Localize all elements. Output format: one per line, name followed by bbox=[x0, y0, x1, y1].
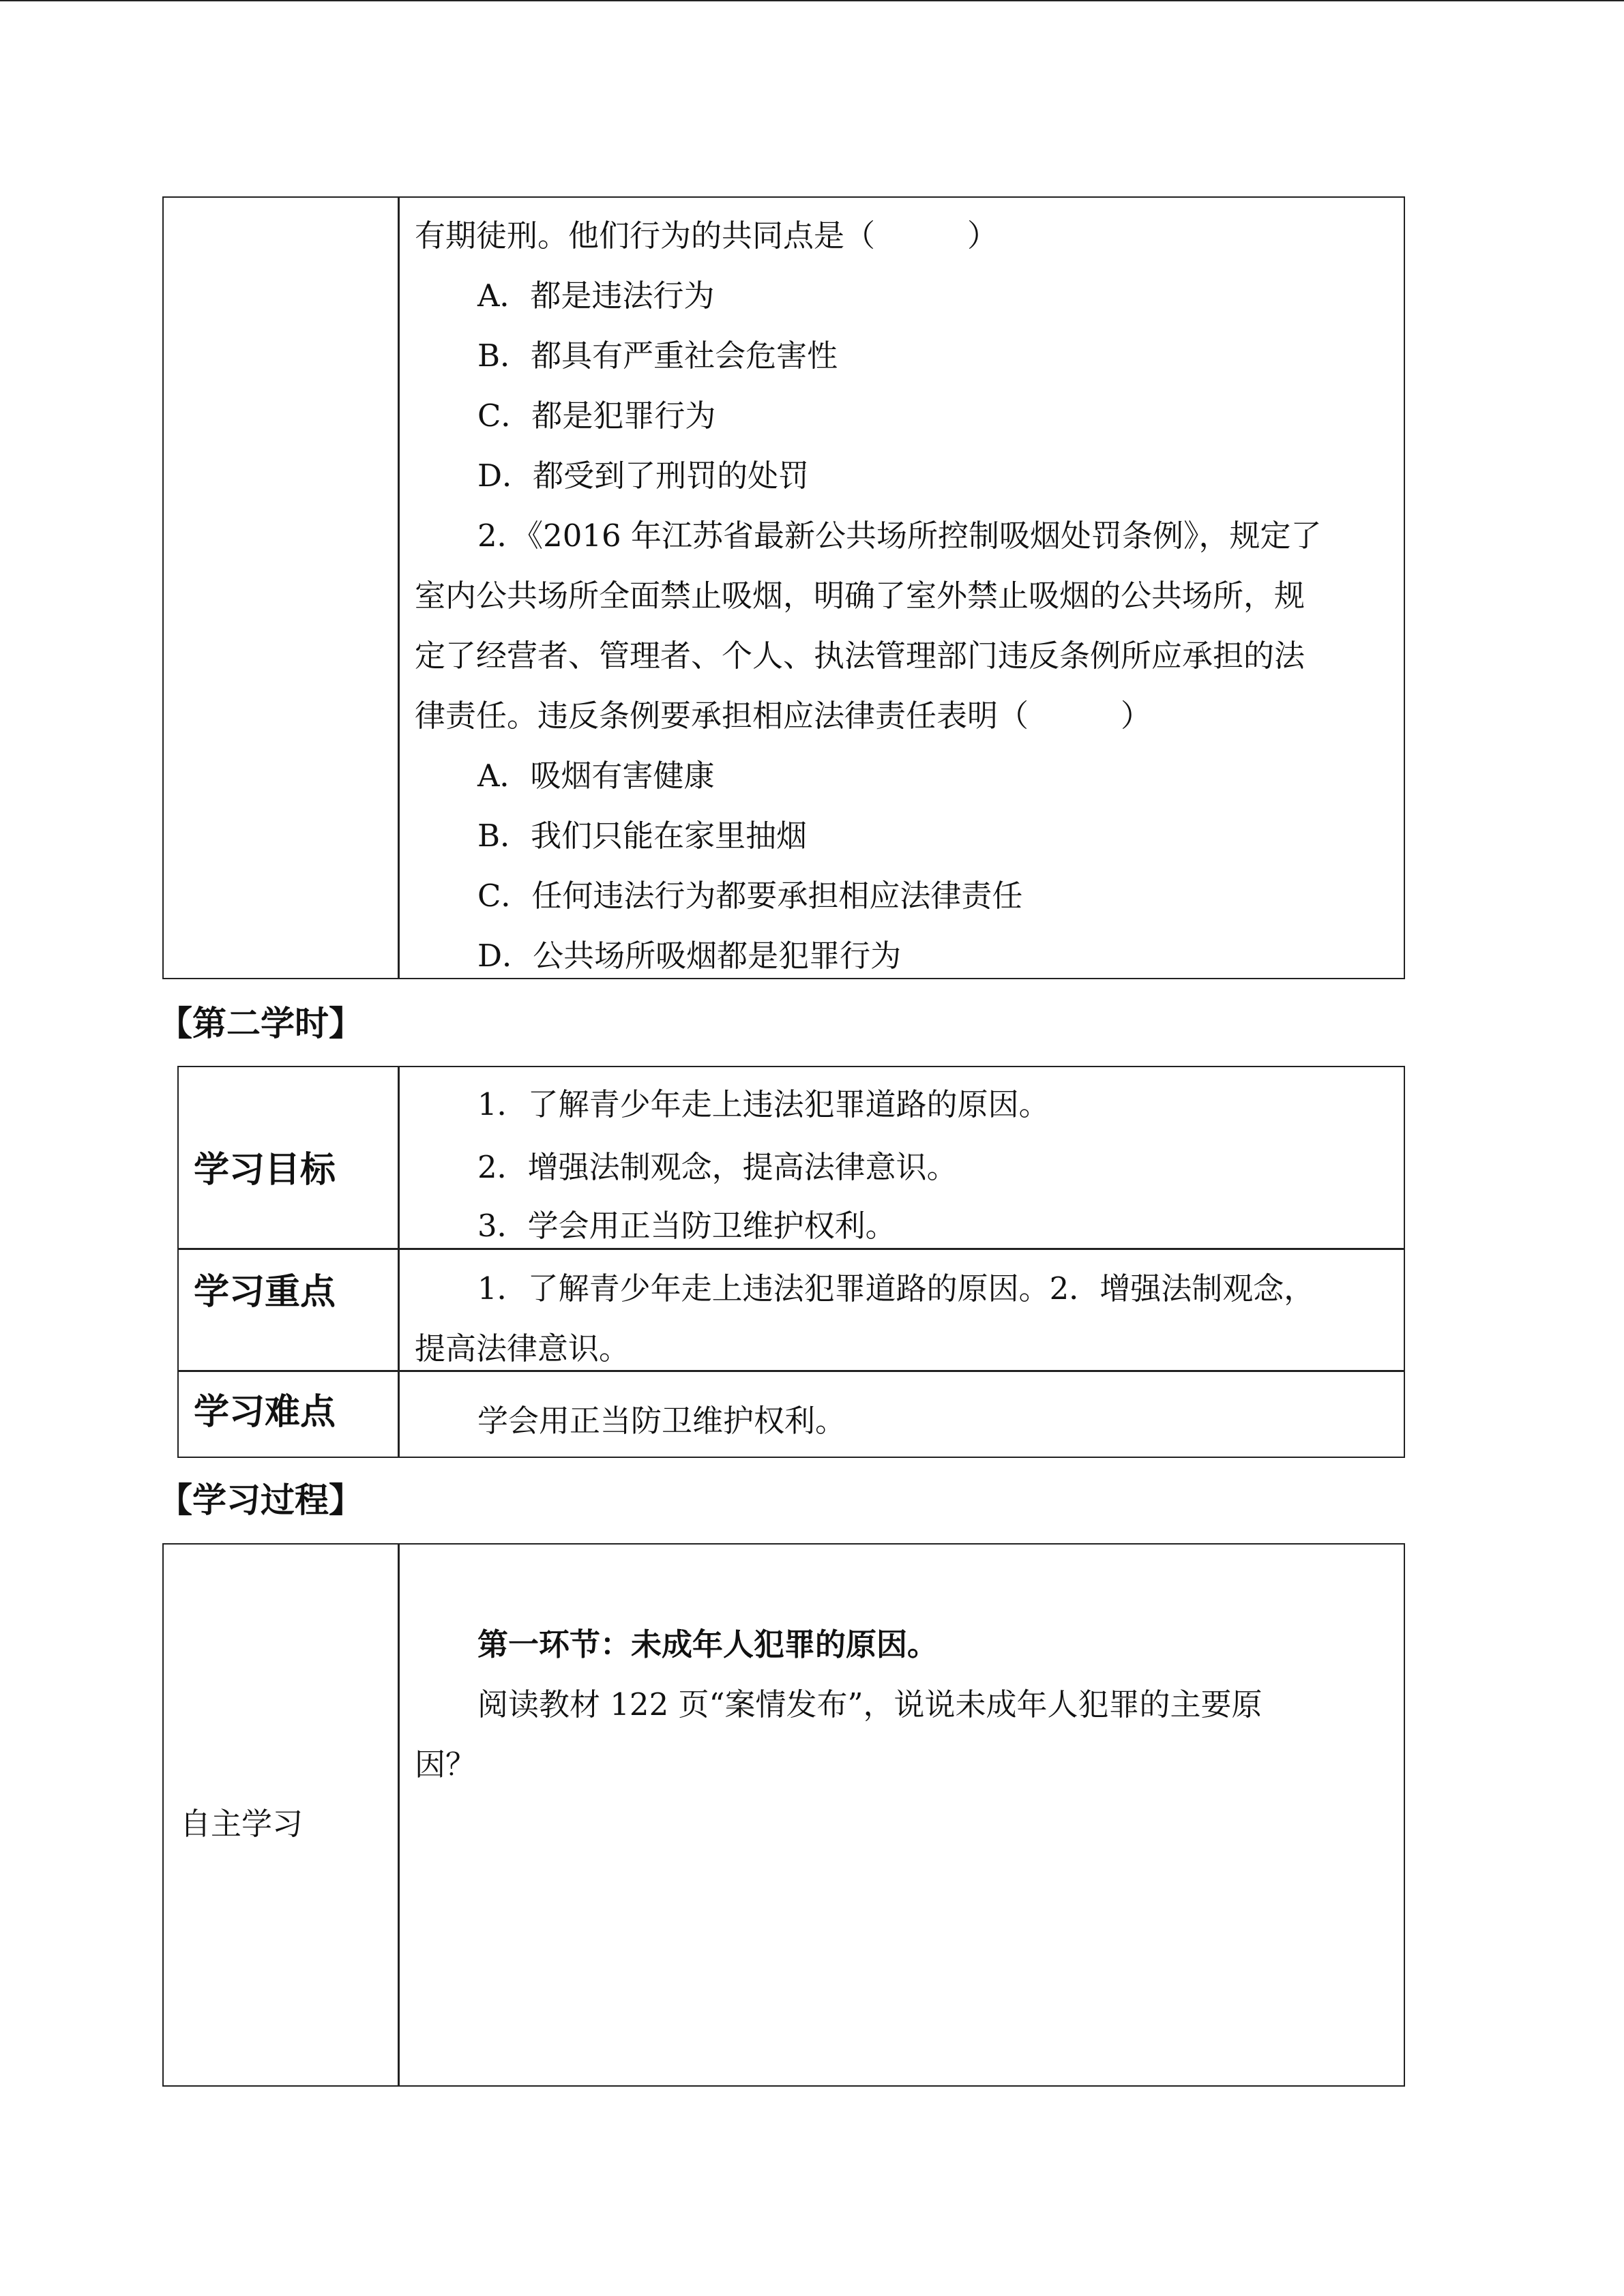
step-line-1: 阅读教材 122 页“案情发布”，说说未成年人犯罪的主要原 bbox=[477, 1686, 1263, 1723]
q1-option-d: D．都受到了刑罚的处罚 bbox=[477, 458, 810, 494]
step-line-2: 因？ bbox=[415, 1746, 477, 1783]
goal-2: 2．增强法制观念，提高法律意识。 bbox=[477, 1149, 958, 1185]
q1-option-c: C．都是犯罪行为 bbox=[477, 398, 716, 434]
goal-3: 3．学会用正当防卫维护权利。 bbox=[477, 1208, 896, 1244]
q2-option-d: D．公共场所吸烟都是犯罪行为 bbox=[477, 938, 902, 974]
q1-tail: 有期徒刑。他们行为的共同点是（ ） bbox=[415, 218, 999, 254]
q2-line-3: 定了经营者、管理者、个人、执法管理部门违反条例所应承担的法 bbox=[415, 638, 1305, 674]
q2-line-2: 室内公共场所全面禁止吸烟，明确了室外禁止吸烟的公共场所，规 bbox=[415, 578, 1305, 614]
q2-option-a: A．吸烟有害健康 bbox=[477, 758, 715, 794]
q2-line-1: 2．《2016 年江苏省最新公共场所控制吸烟处罚条例》，规定了 bbox=[477, 518, 1322, 554]
difficulty-label: 学习难点 bbox=[194, 1392, 336, 1433]
section-heading-learning-process: 【学习过程】 bbox=[158, 1480, 363, 1520]
section-heading-second-lesson: 【第二学时】 bbox=[158, 1004, 363, 1043]
goals-label: 学习目标 bbox=[194, 1150, 336, 1191]
lesson-plan-table-divider bbox=[398, 1067, 400, 1457]
learning-process-table-divider bbox=[398, 1545, 400, 2085]
step-title: 第一环节：未成年人犯罪的原因。 bbox=[477, 1626, 939, 1663]
page-top-rule bbox=[0, 0, 1624, 1]
q2-option-c: C．任何违法行为都要承担相应法律责任 bbox=[477, 878, 1023, 914]
q2-line-4: 律责任。违反条例要承担相应法律责任表明（ ） bbox=[415, 698, 1152, 734]
q2-option-b: B．我们只能在家里抽烟 bbox=[477, 818, 808, 854]
key-points-label: 学习重点 bbox=[194, 1272, 336, 1313]
q1-option-b: B．都具有严重社会危害性 bbox=[477, 338, 838, 374]
key-points-line-2: 提高法律意识。 bbox=[415, 1330, 630, 1367]
goal-1: 1．了解青少年走上违法犯罪道路的原因。 bbox=[477, 1086, 1050, 1122]
lesson-plan-row-divider-2 bbox=[179, 1370, 1404, 1372]
difficulty-text: 学会用正当防卫维护权利。 bbox=[477, 1403, 846, 1439]
q1-option-a: A．都是违法行为 bbox=[477, 278, 715, 314]
self-study-label: 自主学习 bbox=[180, 1806, 304, 1842]
exercise-table-divider bbox=[398, 198, 400, 978]
key-points-line-1: 1．了解青少年走上违法犯罪道路的原因。2．增强法制观念， bbox=[477, 1270, 1315, 1307]
